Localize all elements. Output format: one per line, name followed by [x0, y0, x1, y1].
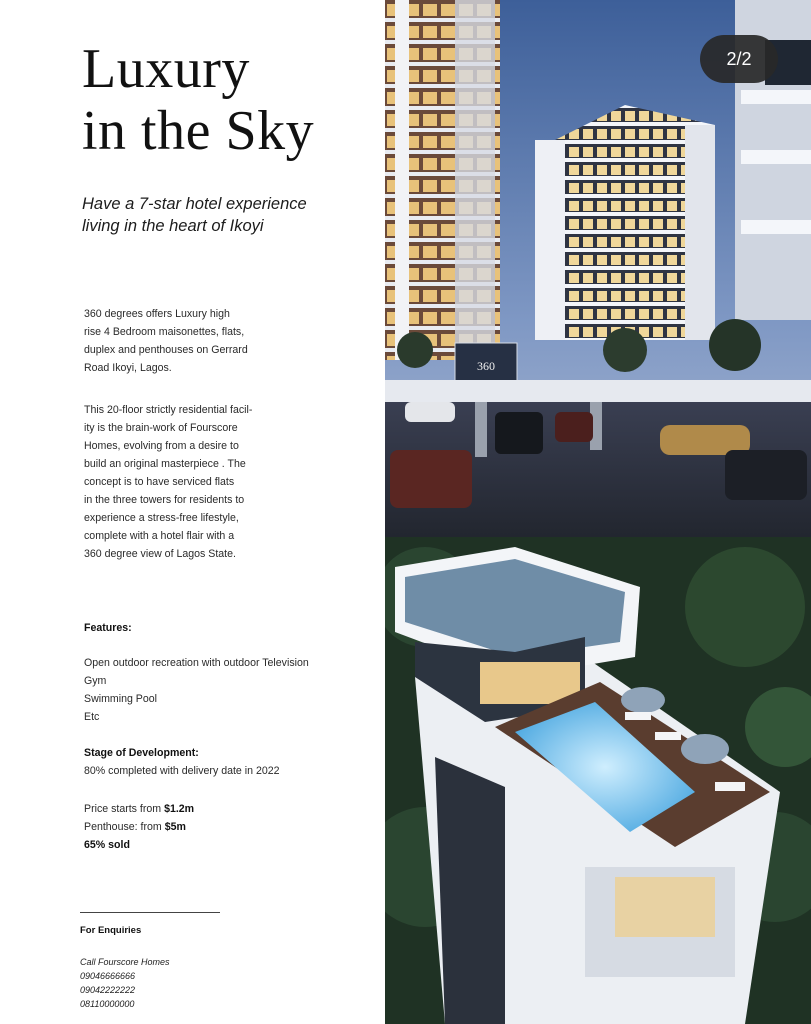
- stage-heading: Stage of Development:: [84, 747, 199, 759]
- text-panel: [0, 0, 385, 1024]
- description-line: ity is the brain-work of Fourscore: [84, 422, 238, 434]
- feature-item: Swimming Pool: [84, 693, 158, 705]
- sign-text: 360: [477, 359, 495, 373]
- feature-item: Gym: [84, 675, 107, 687]
- description-line: 360 degree view of Lagos State.: [84, 548, 236, 560]
- enquiries-contacts: [80, 955, 170, 1011]
- description-line: Homes, evolving from a desire to: [84, 440, 239, 452]
- penthouse-line: [84, 818, 194, 836]
- stage-text: 80% completed with delivery date in 2022: [84, 765, 280, 777]
- intro-line: rise 4 Bedroom maisonettes, flats,: [84, 326, 245, 338]
- tagline-line-2: living in the heart of Ikoyi: [82, 217, 264, 235]
- enquiries-company: Call Fourscore Homes: [80, 957, 170, 967]
- description-line: build an original masterpiece . The: [84, 458, 246, 470]
- tagline-line-1: Have a 7-star hotel experience: [82, 195, 307, 213]
- rooftop-pool-photo: [385, 537, 811, 1024]
- penthouse-label: Penthouse: from: [84, 821, 165, 833]
- price-value: $1.2m: [164, 803, 195, 815]
- pricing-section: [84, 800, 194, 854]
- features-list: [84, 654, 309, 726]
- divider: [80, 912, 220, 913]
- description-line: This 20-floor strictly residential facil-: [84, 404, 253, 416]
- tagline: [82, 193, 382, 237]
- description-line: complete with a hotel flair with a: [84, 530, 235, 542]
- intro-paragraph: [84, 305, 299, 377]
- price-line: [84, 800, 194, 818]
- penthouse-value: $5m: [164, 821, 186, 833]
- feature-item: Open outdoor recreation with outdoor Television: [84, 657, 309, 669]
- phone-number: 09046666666: [80, 971, 136, 981]
- stage-section: [84, 744, 280, 780]
- headline-line-1: Luxury: [82, 38, 250, 100]
- headline-line-2: in the Sky: [82, 100, 315, 162]
- feature-item: Etc: [84, 711, 100, 723]
- phone-number: 08110000000: [80, 999, 135, 1009]
- description-line: concept is to have serviced flats: [84, 476, 235, 488]
- description-line: in the three towers for residents to: [84, 494, 245, 506]
- phone-number: 09042222222: [80, 985, 136, 995]
- description-paragraph: [84, 401, 299, 563]
- description-line: experience a stress-free lifestyle,: [84, 512, 239, 524]
- intro-line: Road Ikoyi, Lagos.: [84, 362, 172, 374]
- features-heading: Features:: [84, 622, 132, 634]
- intro-line: 360 degrees offers Luxury high: [84, 308, 230, 320]
- enquiries-heading: For Enquiries: [80, 925, 142, 936]
- rooftop-illustration: [385, 537, 811, 1024]
- intro-line: duplex and penthouses on Gerrard: [84, 344, 248, 356]
- page-indicator: 2/2: [700, 35, 778, 83]
- sold-status: 65% sold: [84, 839, 130, 851]
- headline: [82, 38, 314, 162]
- price-label: Price starts from: [84, 803, 165, 815]
